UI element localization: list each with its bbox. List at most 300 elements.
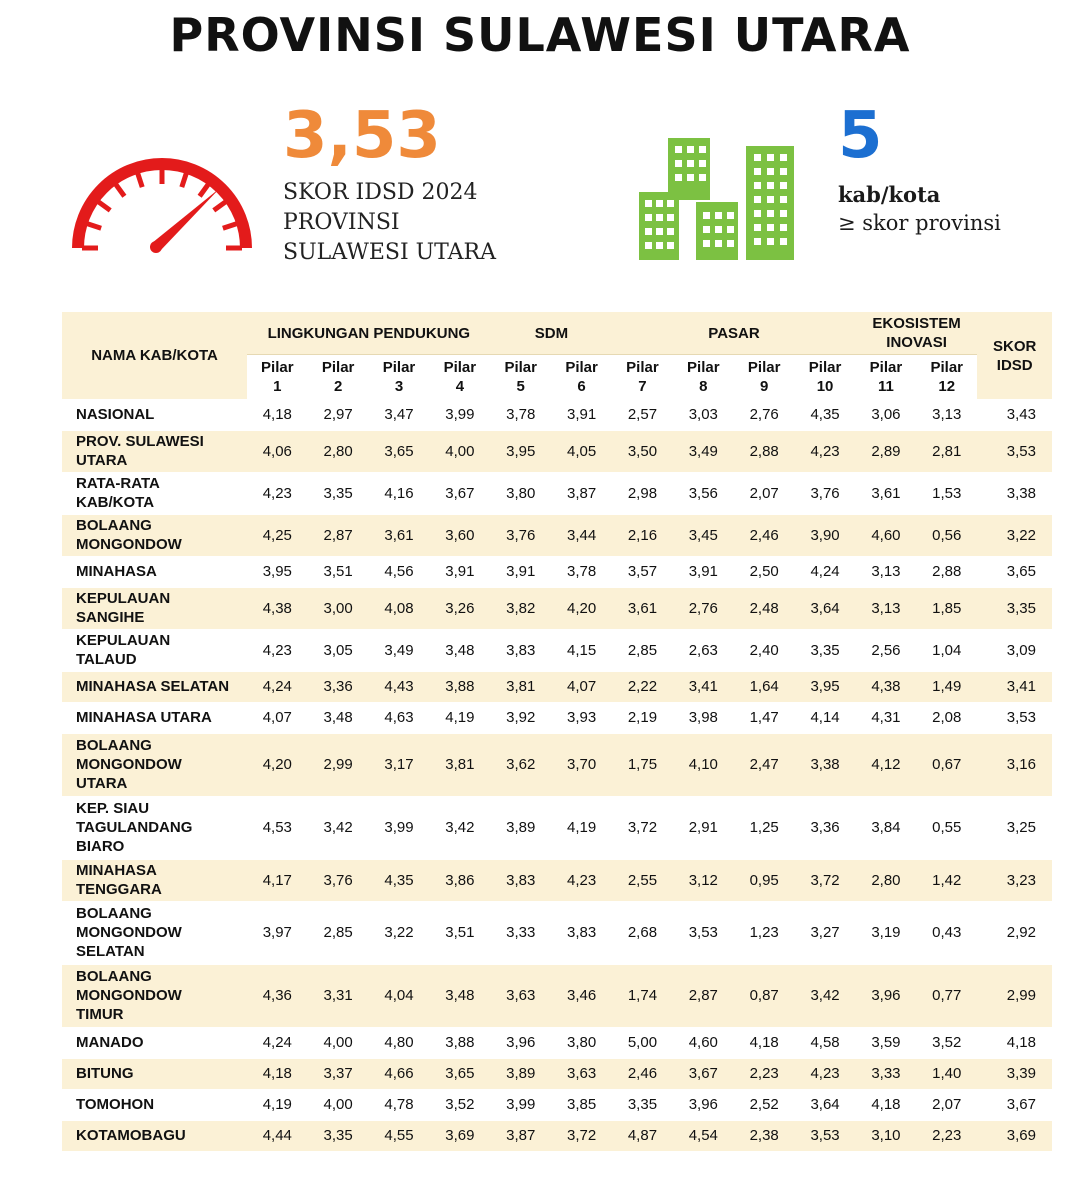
pillar-value: 3,64: [794, 587, 855, 629]
pillar-header-line: Pilar: [382, 359, 416, 376]
pillar-value: 1,49: [916, 671, 977, 702]
region-name-line: KEPULAUAN: [76, 632, 171, 649]
group-header: PASAR: [612, 312, 855, 355]
pillar-value: 4,08: [369, 587, 429, 629]
pillar-header: [491, 355, 551, 400]
pillar-value: 4,87: [612, 1120, 672, 1151]
pillar-header-line: 2: [333, 378, 343, 395]
pillar-value: 3,60: [429, 514, 490, 556]
region-name: [62, 964, 247, 1027]
pillar-value: 2,56: [856, 629, 916, 671]
pillar-value: 4,19: [247, 1089, 307, 1120]
pillar-value: 4,12: [856, 733, 916, 796]
pillar-value: 3,97: [247, 901, 307, 964]
region-name: [62, 1027, 247, 1058]
pillar-header-line: 3: [394, 378, 404, 395]
pillar-value: 3,51: [429, 901, 490, 964]
region-name-line: MINAHASA SELATAN: [76, 678, 230, 695]
skor-value: 2,92: [977, 901, 1052, 964]
pillar-value: 1,47: [734, 702, 794, 733]
pillar-value: 4,04: [369, 964, 429, 1027]
region-name-line: TIMUR: [76, 1006, 124, 1023]
score-label-line: SULAWESI UTARA: [283, 240, 496, 265]
table-row: [62, 1089, 1052, 1120]
pillar-header: [612, 355, 672, 400]
pillar-value: 3,90: [794, 514, 855, 556]
pillar-value: 4,58: [794, 1027, 855, 1058]
pillar-value: 2,87: [673, 964, 734, 1027]
pillar-value: 4,06: [247, 430, 307, 472]
pillar-header-line: Pilar: [443, 359, 477, 376]
group-header-text: EKOSISTEM INOVASI: [872, 315, 961, 351]
pillar-value: 3,76: [307, 859, 368, 901]
pillar-header: [856, 355, 916, 400]
pillar-value: 4,35: [369, 859, 429, 901]
pillar-value: 3,67: [429, 472, 490, 514]
pillar-value: 3,89: [491, 1058, 551, 1089]
pillar-value: 3,63: [491, 964, 551, 1027]
pillar-value: 2,50: [734, 556, 794, 587]
pillar-value: 4,56: [369, 556, 429, 587]
pillar-header: [794, 355, 855, 400]
score-value: 3,53: [283, 99, 441, 173]
pillar-value: 0,67: [916, 733, 977, 796]
region-name-line: RATA-RATA: [76, 475, 160, 492]
table-row: [62, 901, 1052, 964]
pillar-value: 3,00: [307, 587, 368, 629]
name-header: NAMA KAB/KOTA: [91, 347, 218, 364]
pillar-value: 4,20: [551, 587, 612, 629]
pillar-value: 1,25: [734, 796, 794, 859]
pillar-value: 3,96: [491, 1027, 551, 1058]
count-desc: ≥ skor provinsi: [838, 211, 1001, 235]
count-unit: kab/kota: [838, 182, 941, 207]
pillar-value: 4,23: [247, 472, 307, 514]
pillar-value: 3,35: [307, 472, 368, 514]
pillar-value: 4,80: [369, 1027, 429, 1058]
pillar-value: 1,42: [916, 859, 977, 901]
pillar-value: 3,81: [491, 671, 551, 702]
table-body: [62, 399, 1052, 1151]
pillar-value: 3,95: [491, 430, 551, 472]
region-name: [62, 629, 247, 671]
pillar-value: 4,18: [247, 1058, 307, 1089]
pillar-header: [247, 355, 307, 400]
region-name: [62, 796, 247, 859]
pillar-value: 3,91: [429, 556, 490, 587]
pillar-value: 2,23: [734, 1058, 794, 1089]
pillar-value: 3,12: [673, 859, 734, 901]
pillar-value: 3,89: [491, 796, 551, 859]
pillar-header-line: Pilar: [687, 359, 720, 376]
pillar-value: 3,82: [491, 587, 551, 629]
pillar-value: 3,35: [794, 629, 855, 671]
region-name: [62, 1120, 247, 1151]
pillar-value: 2,88: [734, 430, 794, 472]
pillar-value: 3,95: [247, 556, 307, 587]
pillar-value: 3,72: [612, 796, 672, 859]
pillar-value: 1,64: [734, 671, 794, 702]
pillar-value: 4,23: [794, 1058, 855, 1089]
pillar-header: [429, 355, 490, 400]
pillar-value: 3,69: [429, 1120, 490, 1151]
pillar-value: 3,56: [673, 472, 734, 514]
table-row: [62, 514, 1052, 556]
region-name-line: MINAHASA UTARA: [76, 709, 212, 726]
pillar-value: 3,67: [673, 1058, 734, 1089]
group-header: [856, 312, 978, 355]
pillar-value: 2,89: [856, 430, 916, 472]
region-name-line: BOLAANG: [76, 968, 152, 985]
pillar-value: 3,52: [916, 1027, 977, 1058]
pillar-value: 4,43: [369, 671, 429, 702]
region-name-line: MANADO: [76, 1034, 144, 1051]
pillar-value: 3,99: [429, 399, 490, 430]
pillar-header: [551, 355, 612, 400]
region-name-line: KEPULAUAN: [76, 590, 171, 607]
region-name: [62, 587, 247, 629]
pillar-value: 4,10: [673, 733, 734, 796]
pillar-value: 3,78: [551, 556, 612, 587]
pillar-value: 3,37: [307, 1058, 368, 1089]
skor-value: 3,53: [977, 702, 1052, 733]
pillar-value: 3,42: [794, 964, 855, 1027]
skor-value: 3,16: [977, 733, 1052, 796]
skor-value: 3,41: [977, 671, 1052, 702]
pillar-header-line: Pilar: [808, 359, 842, 376]
pillar-value: 3,99: [369, 796, 429, 859]
pillar-header-line: 5: [516, 378, 525, 395]
table-row: [62, 430, 1052, 472]
region-name-line: PROV. SULAWESI: [76, 433, 204, 450]
region-name-line: KOTAMOBAGU: [76, 1127, 186, 1144]
pillar-value: 3,83: [551, 901, 612, 964]
count-block: [838, 100, 1001, 235]
pillar-value: 3,53: [794, 1120, 855, 1151]
pillar-value: 3,80: [491, 472, 551, 514]
region-name-line: TOMOHON: [76, 1096, 155, 1113]
pillar-value: 3,36: [794, 796, 855, 859]
region-name: [62, 556, 247, 587]
skor-value: 3,67: [977, 1089, 1052, 1120]
pillar-value: 0,87: [734, 964, 794, 1027]
pillar-value: 4,24: [247, 1027, 307, 1058]
pillar-value: 3,51: [307, 556, 368, 587]
region-name: [62, 472, 247, 514]
region-name-line: BOLAANG: [76, 737, 152, 754]
region-name: [62, 399, 247, 430]
header-row-groups: [62, 312, 1052, 355]
pillar-value: 3,49: [673, 430, 734, 472]
pillar-header-line: 4: [455, 378, 465, 395]
pillar-header-line: 6: [577, 378, 586, 395]
table-row: [62, 629, 1052, 671]
pillar-value: 4,20: [247, 733, 307, 796]
pillar-value: 1,23: [734, 901, 794, 964]
pillar-header: [307, 355, 368, 400]
pillar-value: 4,23: [247, 629, 307, 671]
idsd-table: [62, 312, 1052, 1152]
pillar-value: 3,95: [794, 671, 855, 702]
region-name: [62, 671, 247, 702]
pillar-value: 3,76: [491, 514, 551, 556]
pillar-value: 2,68: [612, 901, 672, 964]
pillar-value: 3,65: [429, 1058, 490, 1089]
pillar-value: 2,85: [612, 629, 672, 671]
pillar-value: 3,72: [551, 1120, 612, 1151]
pillar-value: 3,17: [369, 733, 429, 796]
pillar-value: 4,18: [734, 1027, 794, 1058]
pillar-value: 3,33: [856, 1058, 916, 1089]
pillar-value: 4,16: [369, 472, 429, 514]
speedometer-icon: [70, 140, 255, 255]
pillar-value: 3,48: [429, 964, 490, 1027]
pillar-value: 3,35: [612, 1089, 672, 1120]
pillar-value: 3,57: [612, 556, 672, 587]
pillar-header-line: 11: [877, 378, 894, 395]
pillar-value: 2,81: [916, 430, 977, 472]
pillar-value: 4,23: [794, 430, 855, 472]
pillar-value: 3,31: [307, 964, 368, 1027]
pillar-value: 4,54: [673, 1120, 734, 1151]
region-name-line: MONGONDOW: [76, 756, 182, 773]
pillar-header-line: 12: [938, 378, 956, 395]
pillar-value: 4,07: [247, 702, 307, 733]
pillar-value: 3,83: [491, 629, 551, 671]
region-name-line: TAGULANDANG: [76, 819, 193, 836]
pillar-value: 4,38: [247, 587, 307, 629]
pillar-value: 4,31: [856, 702, 916, 733]
skor-value: 3,22: [977, 514, 1052, 556]
pillar-value: 3,93: [551, 702, 612, 733]
pillar-value: 2,08: [916, 702, 977, 733]
table-row: [62, 1027, 1052, 1058]
pillar-value: 2,46: [612, 1058, 672, 1089]
pillar-value: 3,13: [916, 399, 977, 430]
pillar-value: 2,87: [307, 514, 368, 556]
pillar-value: 4,35: [794, 399, 855, 430]
pillar-value: 2,46: [734, 514, 794, 556]
table-row: [62, 671, 1052, 702]
skor-value: 3,43: [977, 399, 1052, 430]
region-name-line: TENGGARA: [76, 881, 162, 898]
pillar-header-line: Pilar: [321, 359, 355, 376]
skor-value: 2,99: [977, 964, 1052, 1027]
pillar-value: 1,85: [916, 587, 977, 629]
pillar-value: 2,40: [734, 629, 794, 671]
pillar-value: 0,77: [916, 964, 977, 1027]
pillar-value: 0,95: [734, 859, 794, 901]
skor-value: 3,53: [977, 430, 1052, 472]
pillar-value: 3,19: [856, 901, 916, 964]
region-name-line: BITUNG: [76, 1065, 134, 1082]
pillar-value: 3,42: [307, 796, 368, 859]
pillar-value: 3,92: [491, 702, 551, 733]
pillar-value: 2,38: [734, 1120, 794, 1151]
pillar-value: 4,25: [247, 514, 307, 556]
buildings-icon: [636, 136, 796, 260]
pillar-value: 3,76: [794, 472, 855, 514]
region-name-line: UTARA: [76, 775, 128, 792]
skor-value: 3,38: [977, 472, 1052, 514]
pillar-value: 2,76: [673, 587, 734, 629]
region-name-line: MINAHASA: [76, 563, 157, 580]
pillar-header-line: Pilar: [930, 359, 964, 376]
skor-value: 3,25: [977, 796, 1052, 859]
pillar-value: 3,85: [551, 1089, 612, 1120]
region-name-line: BIARO: [76, 838, 125, 855]
score-label: [283, 178, 496, 268]
skor-value: 4,18: [977, 1027, 1052, 1058]
pillar-value: 2,07: [916, 1089, 977, 1120]
score-block: [283, 100, 496, 268]
pillar-value: 5,00: [612, 1027, 672, 1058]
table-row: [62, 556, 1052, 587]
pillar-header-line: 1: [273, 378, 282, 395]
pillar-value: 3,83: [491, 859, 551, 901]
region-name-line: UTARA: [76, 452, 128, 469]
pillar-value: 3,35: [307, 1120, 368, 1151]
pillar-value: 2,91: [673, 796, 734, 859]
skor-value: 3,35: [977, 587, 1052, 629]
pillar-value: 3,63: [551, 1058, 612, 1089]
pillar-value: 4,17: [247, 859, 307, 901]
pillar-header-line: Pilar: [747, 359, 781, 376]
pillar-value: 2,47: [734, 733, 794, 796]
count-value: 5: [838, 99, 883, 173]
region-name: [62, 733, 247, 796]
pillar-value: 3,03: [673, 399, 734, 430]
pillar-value: 4,44: [247, 1120, 307, 1151]
pillar-value: 3,78: [491, 399, 551, 430]
pillar-header-line: 10: [816, 378, 834, 395]
table-row: [62, 702, 1052, 733]
pillar-value: 3,62: [491, 733, 551, 796]
pillar-value: 4,60: [856, 514, 916, 556]
pillar-value: 4,36: [247, 964, 307, 1027]
pillar-value: 3,91: [551, 399, 612, 430]
pillar-value: 4,00: [429, 430, 490, 472]
pillar-value: 3,45: [673, 514, 734, 556]
pillar-header-line: Pilar: [504, 359, 537, 376]
region-name-line: MONGONDOW: [76, 536, 182, 553]
pillar-value: 4,05: [551, 430, 612, 472]
pillar-header-line: Pilar: [626, 359, 659, 376]
pillar-value: 3,36: [307, 671, 368, 702]
pillar-value: 2,22: [612, 671, 672, 702]
pillar-value: 4,23: [551, 859, 612, 901]
pillar-value: 3,65: [369, 430, 429, 472]
pillar-header-line: Pilar: [261, 359, 294, 376]
pillar-value: 3,80: [551, 1027, 612, 1058]
pillar-value: 3,38: [794, 733, 855, 796]
table-row: [62, 1058, 1052, 1089]
region-name-line: BOLAANG: [76, 905, 152, 922]
pillar-value: 3,98: [673, 702, 734, 733]
group-header: SDM: [491, 312, 613, 355]
pillar-value: 3,44: [551, 514, 612, 556]
region-name: [62, 430, 247, 472]
pillar-value: 3,72: [794, 859, 855, 901]
region-name: [62, 702, 247, 733]
pillar-value: 0,56: [916, 514, 977, 556]
skor-value: 3,39: [977, 1058, 1052, 1089]
skor-header: [977, 312, 1052, 399]
pillar-value: 3,50: [612, 430, 672, 472]
pillar-value: 3,88: [429, 671, 490, 702]
pillar-value: 1,53: [916, 472, 977, 514]
pillar-value: 4,19: [429, 702, 490, 733]
pillar-value: 3,13: [856, 556, 916, 587]
table-row: [62, 587, 1052, 629]
pillar-value: 3,84: [856, 796, 916, 859]
pillar-value: 3,61: [856, 472, 916, 514]
pillar-value: 3,05: [307, 629, 368, 671]
pillar-header-line: 8: [699, 378, 708, 395]
pillar-value: 1,75: [612, 733, 672, 796]
pillar-value: 2,52: [734, 1089, 794, 1120]
pillar-value: 2,98: [612, 472, 672, 514]
skor-value: 3,09: [977, 629, 1052, 671]
pillar-value: 4,24: [247, 671, 307, 702]
pillar-value: 3,81: [429, 733, 490, 796]
region-name-line: MONGONDOW: [76, 987, 182, 1004]
pillar-header: [734, 355, 794, 400]
region-name-line: KEP. SIAU: [76, 800, 150, 817]
pillar-value: 4,15: [551, 629, 612, 671]
pillar-value: 3,27: [794, 901, 855, 964]
pillar-value: 3,33: [491, 901, 551, 964]
pillar-value: 2,07: [734, 472, 794, 514]
pillar-value: 1,04: [916, 629, 977, 671]
pillar-value: 3,48: [307, 702, 368, 733]
pillar-value: 4,00: [307, 1027, 368, 1058]
pillar-value: 4,78: [369, 1089, 429, 1120]
pillar-value: 3,91: [491, 556, 551, 587]
page-title: PROVINSI SULAWESI UTARA: [169, 8, 911, 62]
pillar-value: 2,19: [612, 702, 672, 733]
region-name-line: KAB/KOTA: [76, 494, 155, 511]
pillar-value: 3,88: [429, 1027, 490, 1058]
pillar-value: 4,07: [551, 671, 612, 702]
skor-value: 3,23: [977, 859, 1052, 901]
pillar-value: 2,55: [612, 859, 672, 901]
pillar-value: 3,59: [856, 1027, 916, 1058]
skor-value: 3,69: [977, 1120, 1052, 1151]
pillar-value: 3,61: [612, 587, 672, 629]
pillar-value: 3,06: [856, 399, 916, 430]
pillar-value: 3,96: [673, 1089, 734, 1120]
region-name-line: TALAUD: [76, 651, 137, 668]
pillar-value: 2,23: [916, 1120, 977, 1151]
pillar-value: 2,57: [612, 399, 672, 430]
skor-header-text: SKOR IDSD: [993, 337, 1037, 374]
pillar-value: 2,97: [307, 399, 368, 430]
pillar-value: 2,99: [307, 733, 368, 796]
pillar-value: 4,53: [247, 796, 307, 859]
table-row: [62, 472, 1052, 514]
pillar-value: 3,52: [429, 1089, 490, 1120]
pillar-value: 3,96: [856, 964, 916, 1027]
pillar-value: 3,10: [856, 1120, 916, 1151]
group-header: LINGKUNGAN PENDUKUNG: [247, 312, 490, 355]
region-name-line: NASIONAL: [76, 405, 155, 423]
pillar-value: 4,19: [551, 796, 612, 859]
pillar-header-line: 7: [638, 378, 647, 395]
region-name-line: SELATAN: [76, 943, 145, 960]
region-name: [62, 514, 247, 556]
pillar-value: 3,49: [369, 629, 429, 671]
